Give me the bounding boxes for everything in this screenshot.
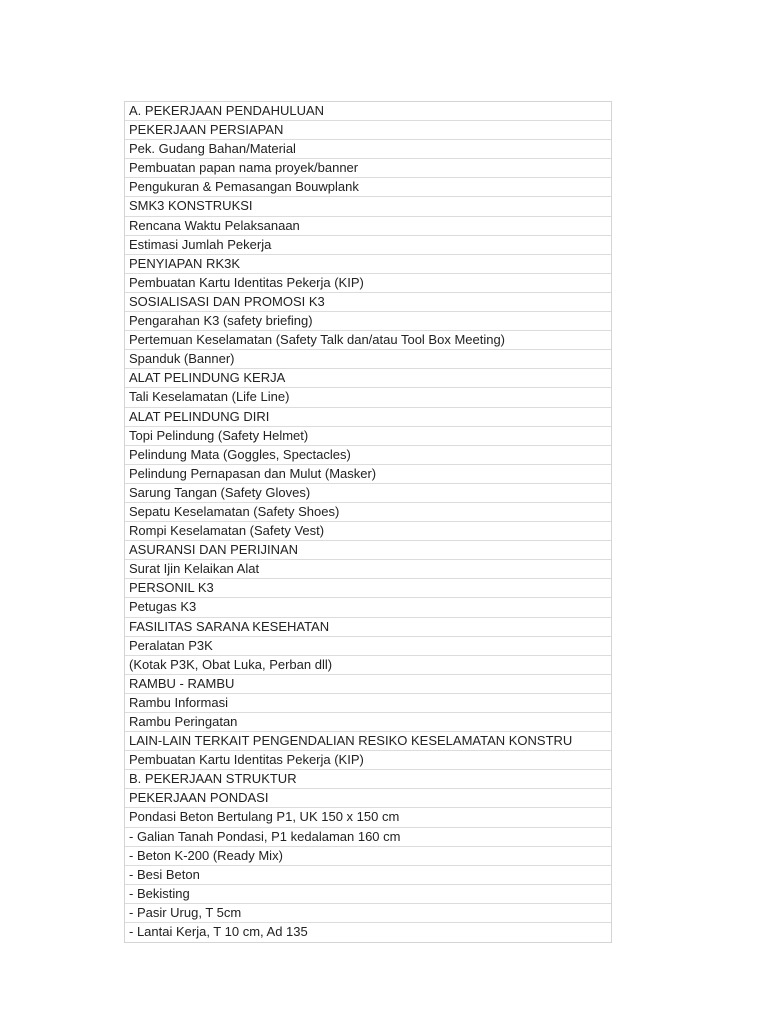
table-row: Sepatu Keselamatan (Safety Shoes) [125,503,611,522]
table-row: LAIN-LAIN TERKAIT PENGENDALIAN RESIKO KESELAMATAN KONSTRU [125,732,611,751]
table-row: Pondasi Beton Bertulang P1, UK 150 x 150 cm [125,808,611,827]
table-row: Petugas K3 [125,598,611,617]
table-row: Rambu Peringatan [125,713,611,732]
table-row: - Lantai Kerja, T 10 cm, Ad 135 [129,924,308,940]
table-row: Peralatan P3K [125,637,611,656]
table-row: Pembuatan Kartu Identitas Pekerja (KIP) [125,751,611,770]
table-row: PERSONIL K3 [125,579,611,598]
table-row: Pelindung Mata (Goggles, Spectacles) [125,446,611,465]
table-row: Rompi Keselamatan (Safety Vest) [125,522,611,541]
table-row: SOSIALISASI DAN PROMOSI K3 [125,293,611,312]
table-row: - Bekisting [125,885,611,904]
table-row: Pengukuran & Pemasangan Bouwplank [125,178,611,197]
table-row: A. PEKERJAAN PENDAHULUAN [125,102,611,121]
table-row: Rencana Waktu Pelaksanaan [125,217,611,236]
table-row: Topi Pelindung (Safety Helmet) [125,427,611,446]
table-row: Rambu Informasi [125,694,611,713]
table-row: FASILITAS SARANA KESEHATAN [125,618,611,637]
table-row: PEKERJAAN PONDASI [125,789,611,808]
table-row: Pertemuan Keselamatan (Safety Talk dan/atau Tool Box Meeting) [125,331,611,350]
table-row: - Beton K-200 (Ready Mix) [125,847,611,866]
table-row: B. PEKERJAAN STRUKTUR [125,770,611,789]
table-row: SMK3 KONSTRUKSI [125,197,611,216]
table-row: RAMBU - RAMBU [125,675,611,694]
table-row: (Kotak P3K, Obat Luka, Perban dll) [125,656,611,675]
table-row: Spanduk (Banner) [125,350,611,369]
table-row: - Pasir Urug, T 5cm [125,904,611,923]
table-row: Sarung Tangan (Safety Gloves) [125,484,611,503]
table-row: Pembuatan papan nama proyek/banner [125,159,611,178]
table-row: ALAT PELINDUNG DIRI [125,408,611,427]
table-row: - Besi Beton [125,866,611,885]
table-row: Estimasi Jumlah Pekerja [125,236,611,255]
table-row: Pek. Gudang Bahan/Material [125,140,611,159]
table-row: Surat Ijin Kelaikan Alat [125,560,611,579]
table-row: Pengarahan K3 (safety briefing) [125,312,611,331]
spreadsheet-table [124,101,612,943]
table-row: PENYIAPAN RK3K [125,255,611,274]
table-row: ALAT PELINDUNG KERJA [125,369,611,388]
table-row: ASURANSI DAN PERIJINAN [125,541,611,560]
table-row: Pelindung Pernapasan dan Mulut (Masker) [125,465,611,484]
table-row: - Galian Tanah Pondasi, P1 kedalaman 160 cm [125,828,611,847]
table-row: PEKERJAAN PERSIAPAN [125,121,611,140]
table-row: Tali Keselamatan (Life Line) [125,388,611,407]
table-row: Pembuatan Kartu Identitas Pekerja (KIP) [125,274,611,293]
